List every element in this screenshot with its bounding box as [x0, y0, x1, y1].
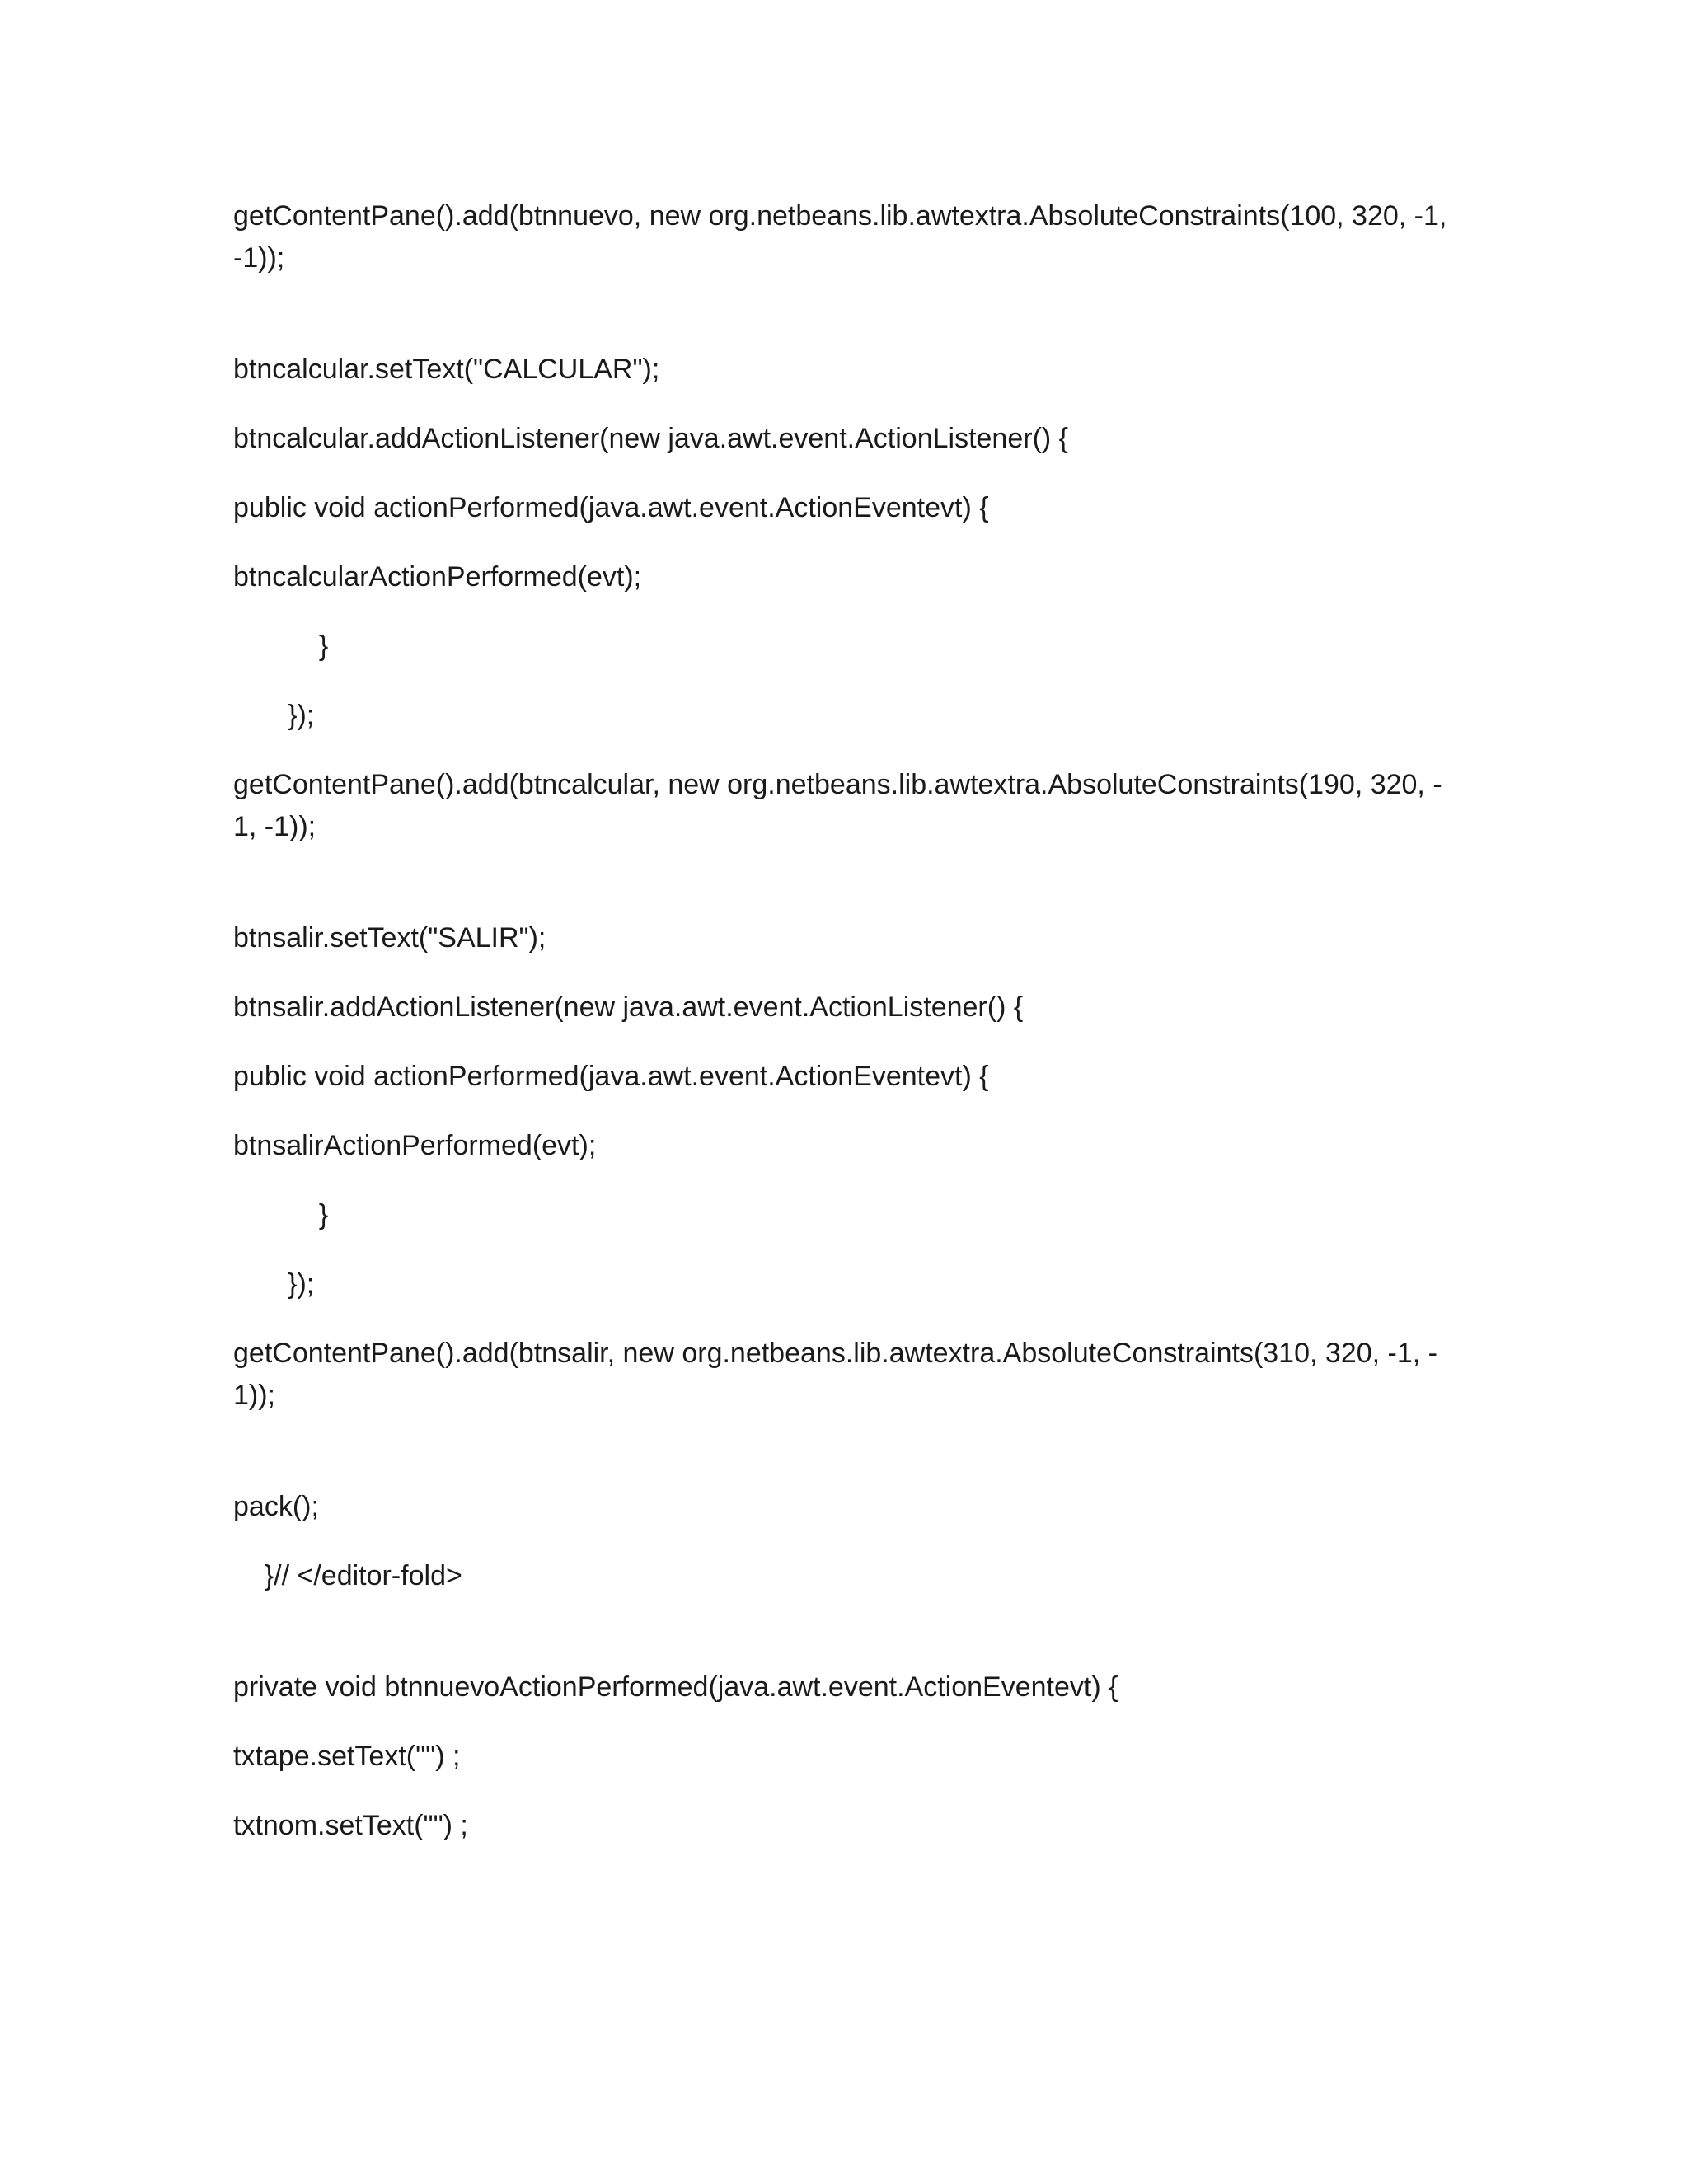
blank-line	[233, 279, 1453, 349]
code-line: txtape.setText("") ;	[233, 1741, 461, 1772]
code-line: getContentPane().add(btnnuevo, new org.netbeans.lib.awtextra.AbsoluteConstraints(100, 320, -1, -1));	[233, 200, 1447, 274]
code-line: });	[233, 700, 315, 731]
code-line: public void actionPerformed(java.awt.event.ActionEventevt) {	[233, 492, 989, 523]
code-line: txtnom.setText("") ;	[233, 1810, 468, 1841]
code-line: getContentPane().add(btncalcular, new org.netbeans.lib.awtextra.AbsoluteConstraints(190, 320, - 1, -1));	[233, 769, 1442, 842]
code-line: }// </editor-fold>	[233, 1560, 462, 1591]
blank-line	[233, 1597, 1453, 1666]
code-line: });	[233, 1268, 315, 1300]
blank-line	[233, 848, 1453, 917]
code-line: }	[233, 630, 329, 662]
code-line: btncalcular.setText("CALCULAR");	[233, 354, 660, 385]
code-line: btncalcularActionPerformed(evt);	[233, 561, 642, 593]
code-line: btnsalir.addActionListener(new java.awt.event.ActionListener() {	[233, 991, 1024, 1023]
code-line: btnsalir.setText("SALIR");	[233, 922, 546, 954]
code-line: btnsalirActionPerformed(evt);	[233, 1130, 597, 1161]
code-line: }	[233, 1199, 329, 1230]
code-line: btncalcular.addActionListener(new java.awt.event.ActionListener() {	[233, 423, 1069, 454]
code-line: private void btnnuevoActionPerformed(java.awt.event.ActionEventevt) {	[233, 1671, 1118, 1703]
code-line: public void actionPerformed(java.awt.event.ActionEventevt) {	[233, 1061, 989, 1092]
blank-line	[233, 1417, 1453, 1486]
code-listing	[233, 195, 1453, 1874]
code-line: pack();	[233, 1491, 319, 1522]
code-line: getContentPane().add(btnsalir, new org.netbeans.lib.awtextra.AbsoluteConstraints(310, 320, -1, - 1));	[233, 1338, 1437, 1411]
